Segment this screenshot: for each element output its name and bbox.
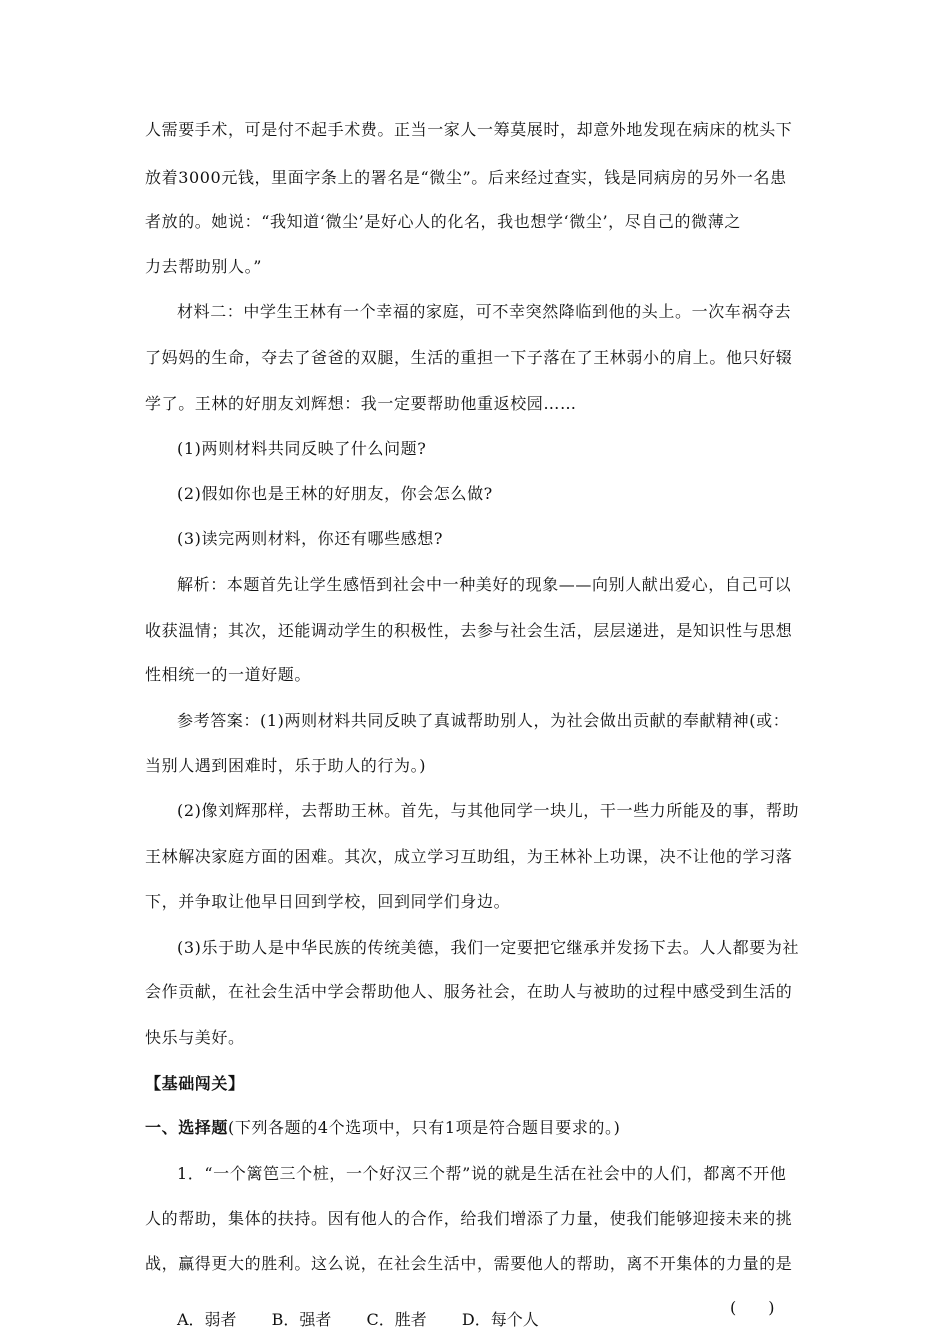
question-1-line: 1．“一个篱笆三个桩，一个好汉三个帮”说的就是生活在社会中的人们，都离不开他: [177, 1164, 787, 1184]
answer-line: 王林解决家庭方面的困难。其次，成立学习互助组，为王林补上功课，决不让他的学习落: [145, 847, 793, 867]
analysis-line: 解析：本题首先让学生感悟到社会中一种美好的现象——向别人献出爱心，自己可以: [177, 574, 792, 594]
paragraph-line: 人需要手术，可是付不起手术费。正当一家人一筹莫展时，却意外地发现在病床的枕头下: [145, 120, 793, 139]
part-heading-note: (下列各题的4个选项中，只有1项是符合题目要求的。): [228, 1118, 621, 1138]
answer-line: 参考答案：(1)两则材料共同反映了真诚帮助别人，为社会做出贡献的奉献精神(或：: [177, 711, 790, 731]
question-line: (2)假如你也是王林的好朋友，你会怎么做?: [177, 483, 493, 503]
option-a: A．弱者: [177, 1310, 237, 1330]
answer-line: 会作贡献，在社会生活中学会帮助他人、服务社会，在助人与被助的过程中感受到生活的: [145, 982, 793, 1002]
paragraph-line: 了妈妈的生命，夺去了爸爸的双腿，生活的重担一下子落在了王林弱小的肩上。他只好辍: [145, 348, 793, 368]
part-heading: [145, 1118, 620, 1138]
paragraph-line: 者放的。她说：“我知道‘微尘’是好心人的化名，我也想学‘微尘’，尽自己的微薄之: [145, 212, 741, 232]
question-1-line: 人的帮助，集体的扶持。因有他人的合作，给我们增添了力量，使我们能够迎接未来的挑: [145, 1208, 793, 1228]
options-row: [177, 1310, 569, 1330]
analysis-line: 收获温情；其次，还能调动学生的积极性，去参与社会生活，层层递进，是知识性与思想: [145, 620, 793, 640]
paragraph-line: 学了。王林的好朋友刘辉想：我一定要帮助他重返校园……: [145, 394, 577, 414]
answer-line: 当别人遇到困难时，乐于助人的行为。): [145, 755, 427, 775]
option-d: D．每个人: [461, 1310, 539, 1330]
answer-line: (2)像刘辉那样，去帮助王林。首先，与其他同学一块儿，干一些力所能及的事，帮助: [177, 801, 800, 821]
analysis-line: 性相统一的一道好题。: [145, 665, 312, 685]
paragraph-line: 放着3000元钱，里面字条上的署名是“微尘”。后来经过查实，钱是同病房的另外一名患: [145, 167, 787, 187]
section-title: 【基础闯关】: [145, 1073, 245, 1093]
answer-line: 下，并争取让他早日回到学校，回到同学们身边。: [145, 891, 511, 911]
part-heading-title: 一、选择题: [145, 1118, 229, 1138]
option-b: B．强者: [271, 1310, 332, 1330]
answer-blank: ( ): [730, 1298, 775, 1318]
answer-line: (3)乐于助人是中华民族的传统美德，我们一定要把它继承并发扬下去。人人都要为社: [177, 937, 800, 957]
paragraph-line: 力去帮助别人。”: [145, 257, 262, 277]
answer-line: 快乐与美好。: [145, 1027, 245, 1047]
question-line: (3)读完两则材料，你还有哪些感想?: [177, 529, 444, 549]
question-line: (1)两则材料共同反映了什么问题?: [177, 438, 427, 458]
question-1-line: 战，赢得更大的胜利。这么说，在社会生活中，需要他人的帮助，离不开集体的力量的是: [145, 1254, 793, 1274]
option-c: C．胜者: [366, 1310, 427, 1330]
paragraph-line: 材料二：中学生王林有一个幸福的家庭，可不幸突然降临到他的头上。一次车祸夺去: [177, 301, 792, 321]
